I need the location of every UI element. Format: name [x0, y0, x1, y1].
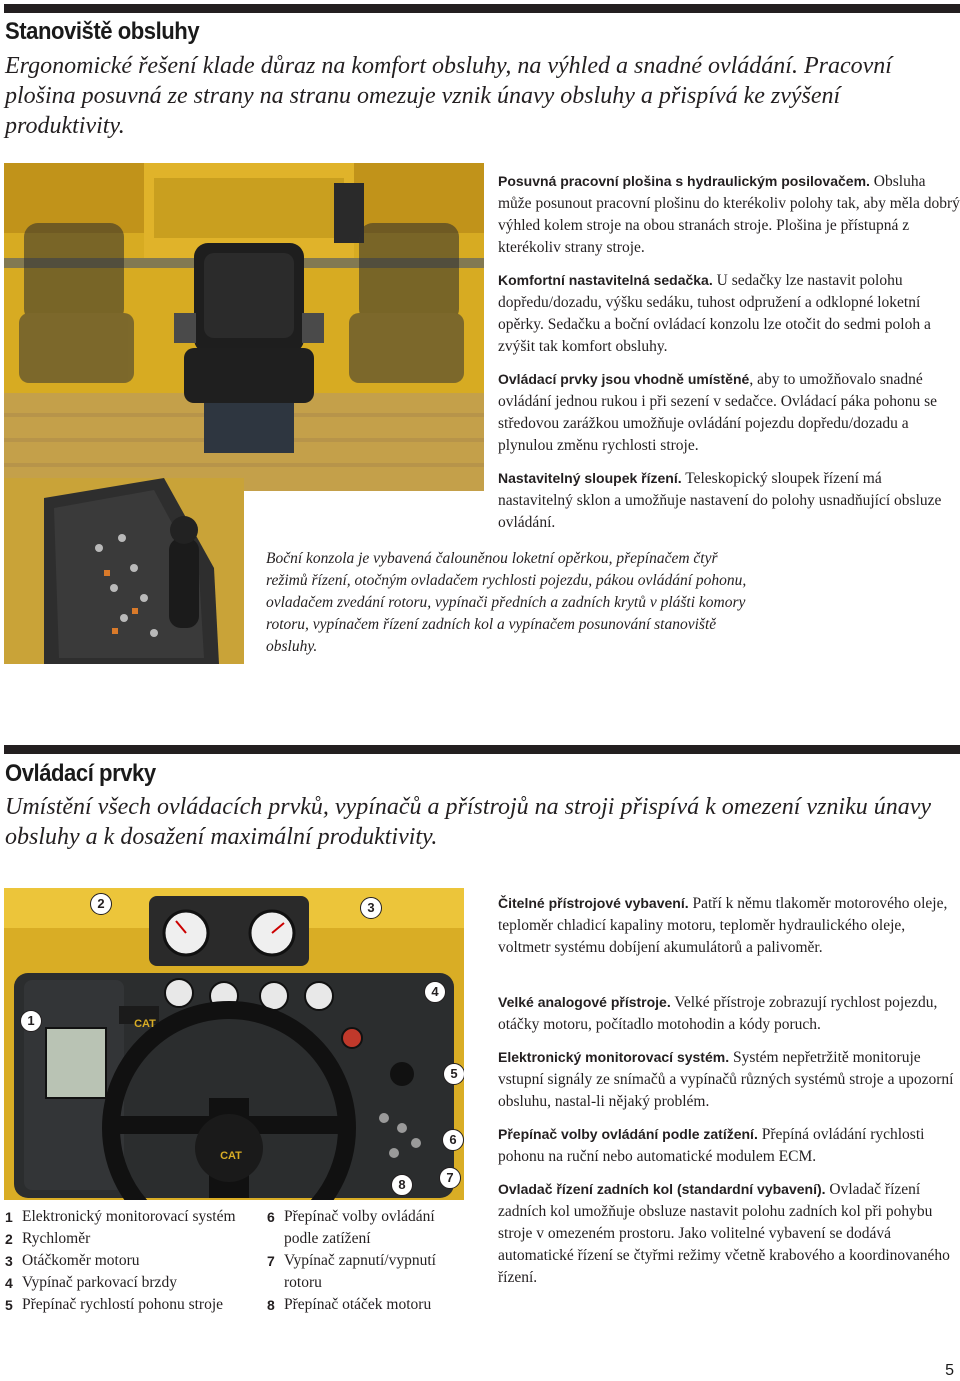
callout-1: 1	[20, 1010, 42, 1032]
section-lead-controls: Umístění všech ovládacích prvků, vypínačů a přístrojů na stroji přispívá k omezení vzniku únavy obsluhy a k dosažení maximální produktivity.	[5, 794, 932, 850]
feature-monitoring-system	[498, 1046, 960, 1113]
legend-item	[5, 1294, 255, 1316]
feature-gauges	[498, 892, 960, 959]
legend-label: Otáčkoměr motoru	[22, 1252, 140, 1269]
callout-8: 8	[391, 1174, 413, 1196]
feature-sliding-platform	[498, 170, 960, 259]
operator-platform-photo	[4, 163, 484, 491]
legend-label: Elektronický monitorovací systém	[22, 1208, 236, 1225]
legend-item	[5, 1206, 255, 1228]
callout-2: 2	[90, 893, 112, 915]
side-console-caption: Boční konzola je vybavená čalouněnou loketní opěrkou, přepínačem čtyř režimů řízení, otočným ovladačem rychlosti pojezdu, pákou ovládání pohonu, ovladačem zvedání rotoru, vypínači předních a zadních krytů v plášti komory rotoru, vypínačem řízení zadních kol a vypínačem posunování stanoviště obsluhy.	[266, 550, 747, 655]
legend-num: 7	[267, 1253, 275, 1269]
legend-num: 3	[5, 1253, 13, 1269]
callout-6: 6	[442, 1129, 464, 1151]
feature-text: Přepíná ovládání rychlosti pohonu na ruční nebo automatické modulem ECM.	[498, 1126, 925, 1165]
legend-num: 1	[5, 1209, 13, 1225]
legend-label: Přepínač rychlostí pohonu stroje	[22, 1296, 224, 1313]
legend-label: Rychloměr	[22, 1230, 91, 1247]
legend-label: Vypínač parkovací brzdy	[22, 1274, 177, 1291]
feature-analog-instruments	[498, 991, 960, 1036]
side-console-photo	[4, 478, 244, 664]
feature-text: Teleskopický sloupek řízení má nastavitelný sklon a umožňuje nastavení do polohy usnadňující obsluze ovládání.	[498, 470, 942, 531]
feature-text: Velké přístroje zobrazují rychlost pojezdu, otáčky motoru, počítadlo motohodin a kódy poruch.	[498, 994, 938, 1033]
feature-text: Obsluha může posunout pracovní plošinu do kterékoliv polohy tak, aby měla dobrý výhled kolem stroje na obou stranách stroje. Plošina je přístupná z kterékoliv strany stroje.	[498, 173, 960, 256]
feature-heading: Ovladač řízení zadních kol (standardní vybavení).	[498, 1181, 826, 1197]
feature-heading: Ovládací prvky jsou vhodně umístěné	[498, 371, 750, 387]
section-rule-controls	[4, 745, 960, 754]
feature-heading: Velké analogové přístroje.	[498, 994, 671, 1010]
feature-text: Patří k němu tlakoměr motorového oleje, teploměr chladicí kapaliny motoru, teploměr hydraulického oleje, voltmetr systému dobíjení akumulátorů a palivoměr.	[498, 895, 948, 956]
legend-item	[5, 1228, 255, 1250]
feature-text: U sedačky lze nastavit polohu dopředu/dozadu, výšku sedáku, tuhost odpružení a odklopné loketní opěrky. Sedačku a boční ovládací konzolu lze otočit do sedmi poloh a zvýšit tak komfort obsluhy.	[498, 272, 931, 355]
feature-adjustable-seat	[498, 269, 960, 358]
feature-steering-column	[498, 467, 960, 534]
section-title-controls: Ovládací prvky	[5, 760, 156, 787]
legend-num: 6	[267, 1209, 275, 1225]
legend-label: Vypínač zapnutí/vypnutí rotoru	[284, 1252, 436, 1291]
feature-heading: Posuvná pracovní plošina s hydraulickým posilovačem.	[498, 173, 870, 189]
legend-right	[267, 1206, 467, 1316]
legend-left	[5, 1206, 255, 1316]
legend-num: 5	[5, 1297, 13, 1313]
section-title-operator-station: Stanoviště obsluhy	[5, 18, 200, 45]
callout-4: 4	[424, 981, 446, 1003]
feature-text: Ovladač řízení zadních kol umožňuje obsluze nastavit polohu zadních kol při pohybu stroje v omezeném prostoru. Jako volitelné vybavení se dodává automatické řízení se čtyřmi režimy včetně krabového a koordinovaného řízení.	[498, 1181, 950, 1286]
operator-platform-illustration	[4, 163, 484, 491]
feature-controls-placement	[498, 368, 960, 457]
dashboard-photo	[4, 888, 464, 1200]
section-rule-top	[4, 4, 960, 13]
feature-heading: Nastavitelný sloupek řízení.	[498, 470, 682, 486]
legend-label: Přepínač otáček motoru	[284, 1296, 432, 1313]
legend-item	[267, 1294, 467, 1316]
callout-3: 3	[360, 897, 382, 919]
callout-5: 5	[443, 1063, 464, 1085]
legend-item	[5, 1272, 255, 1294]
callout-7: 7	[439, 1167, 461, 1189]
feature-heading: Komfortní nastavitelná sedačka.	[498, 272, 713, 288]
legend-num: 8	[267, 1297, 275, 1313]
legend-num: 4	[5, 1275, 13, 1291]
feature-rear-wheel-steering	[498, 1178, 960, 1289]
section-lead-operator-station: Ergonomické řešení klade důraz na komfort obsluhy, na výhled a snadné ovládání. Pracovní plošina posuvná ze strany na stranu omezuje vznik únavy obsluhy a přispívá ke zvýšení produktivity.	[5, 53, 892, 139]
legend-item	[267, 1250, 467, 1294]
legend-item	[267, 1206, 467, 1250]
legend-label: Přepínač volby ovládání podle zatížení	[284, 1208, 435, 1247]
feature-text: , aby to umožňovalo snadné ovládání jednou rukou i při sezení v sedačce. Ovládací páka pohonu se středovou zarážkou umožňuje ovládání pojezdu dopředu/dozadu a plynulou změnu rychlosti stroje.	[498, 371, 938, 454]
page-number: 5	[945, 1362, 954, 1379]
feature-heading: Přepínač volby ovládání podle zatížení.	[498, 1126, 758, 1142]
steering-wheel-cat-logo: CAT	[220, 1150, 242, 1162]
feature-load-control-switch	[498, 1123, 960, 1168]
legend-item	[5, 1250, 255, 1272]
feature-text: Systém nepřetržitě monitoruje vstupní signály ze snímačů a vypínačů různých systémů stroje a upozorní obsluhu, nastal-li nějaký problém.	[498, 1049, 954, 1110]
legend-num: 2	[5, 1231, 13, 1247]
feature-heading: Elektronický monitorovací systém.	[498, 1049, 730, 1065]
dashboard-cat-logo: CAT	[134, 1018, 156, 1030]
feature-heading: Čitelné přístrojové vybavení.	[498, 895, 689, 911]
side-console-illustration	[4, 478, 244, 664]
